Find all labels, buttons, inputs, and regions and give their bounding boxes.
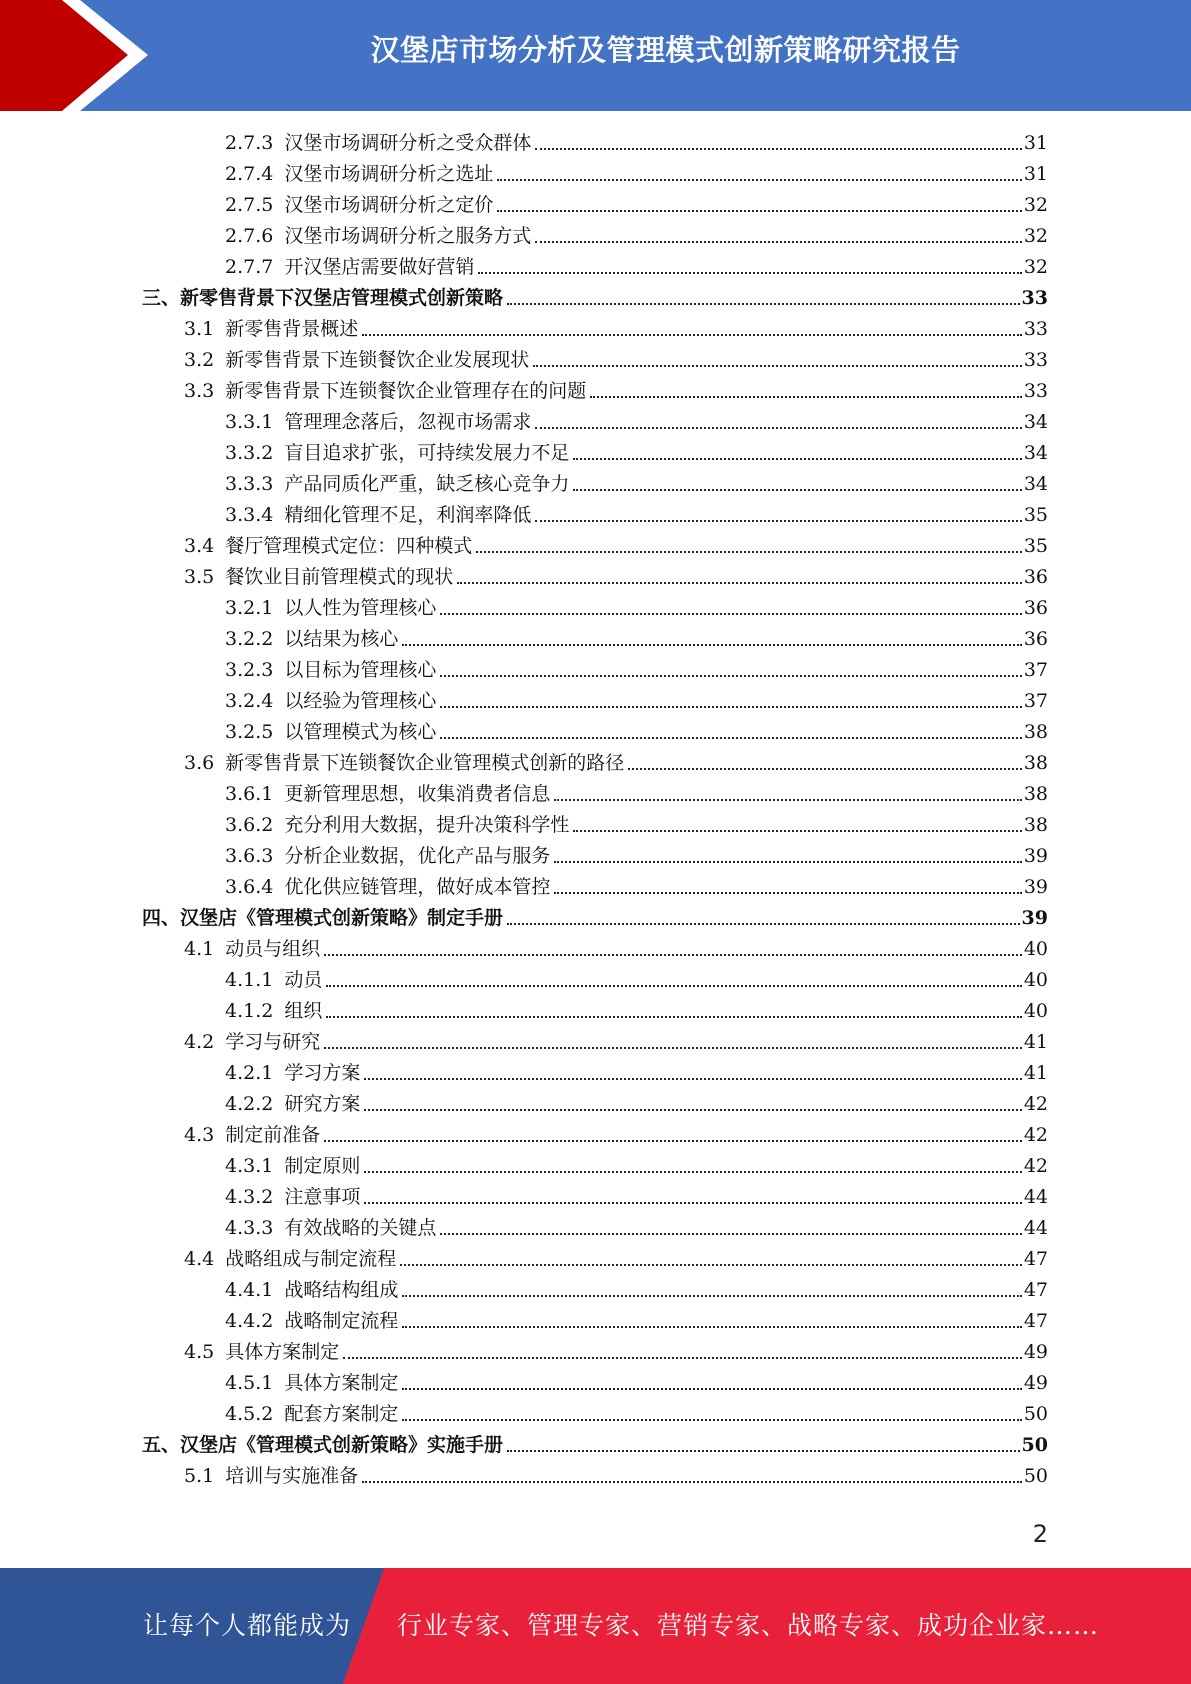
toc-entry-title: 产品同质化严重，缺乏核心竞争力 xyxy=(284,473,570,495)
toc-entry[interactable] xyxy=(225,1151,1048,1182)
toc-dot-leader xyxy=(535,148,1021,150)
toc-entry-number: 4.4 xyxy=(184,1248,215,1270)
toc-entry-title: 以管理模式为核心 xyxy=(284,721,437,743)
toc-entry-page: 36 xyxy=(1023,597,1048,619)
toc-entry-page: 39 xyxy=(1021,907,1048,929)
toc-entry[interactable] xyxy=(225,128,1048,159)
toc-entry-number: 4.5.1 xyxy=(225,1372,274,1394)
document-title: 汉堡店市场分析及管理模式创新策略研究报告 xyxy=(370,33,961,67)
toc-entry-number: 4.3.3 xyxy=(225,1217,274,1239)
toc-entry-title: 汉堡市场调研分析之服务方式 xyxy=(284,225,532,247)
toc-entry[interactable] xyxy=(225,500,1048,531)
toc-entry-title: 餐饮业目前管理模式的现状 xyxy=(225,566,454,588)
toc-entry[interactable] xyxy=(184,376,1048,407)
toc-entry-title: 具体方案制定 xyxy=(225,1341,340,1363)
toc-dot-leader xyxy=(400,1264,1022,1266)
toc-dot-leader xyxy=(326,985,1021,987)
toc-dot-leader xyxy=(535,241,1021,243)
toc-entry-page: 31 xyxy=(1023,163,1048,185)
toc-entry-page: 50 xyxy=(1021,1434,1048,1456)
toc-entry-page: 36 xyxy=(1023,566,1048,588)
toc-entry-title: 新零售背景下连锁餐饮企业管理模式创新的路径 xyxy=(225,752,625,774)
toc-entry-title: 汉堡市场调研分析之定价 xyxy=(284,194,494,216)
header-red-chevron xyxy=(0,0,128,111)
toc-entry-title: 新零售背景下连锁餐饮企业管理存在的问题 xyxy=(225,380,587,402)
toc-entry-page: 47 xyxy=(1023,1310,1048,1332)
toc-entry-page: 38 xyxy=(1023,814,1048,836)
toc-entry-number: 2.7.4 xyxy=(225,163,274,185)
toc-entry-title: 新零售背景下连锁餐饮企业发展现状 xyxy=(225,349,530,371)
toc-entry[interactable] xyxy=(184,314,1048,345)
toc-entry[interactable] xyxy=(225,872,1048,903)
toc-entry-page: 38 xyxy=(1023,752,1048,774)
toc-entry-number: 3.3.3 xyxy=(225,473,274,495)
toc-entry[interactable] xyxy=(184,1244,1048,1275)
toc-entry-number: 3.3.1 xyxy=(225,411,274,433)
toc-entry-page: 44 xyxy=(1023,1186,1048,1208)
toc-dot-leader xyxy=(497,210,1021,212)
toc-entry[interactable] xyxy=(225,221,1048,252)
page-header xyxy=(0,0,1191,111)
toc-entry[interactable] xyxy=(225,1368,1048,1399)
toc-entry-title: 动员 xyxy=(284,969,323,991)
toc-entry-title: 分析企业数据，优化产品与服务 xyxy=(284,845,551,867)
page-footer xyxy=(0,1568,1191,1684)
toc-entry-title: 充分利用大数据，提升决策科学性 xyxy=(284,814,570,836)
toc-entry-title: 学习与研究 xyxy=(225,1031,321,1053)
toc-dot-leader xyxy=(402,1419,1021,1421)
toc-entry-title: 以目标为管理核心 xyxy=(284,659,437,681)
toc-entry-page: 31 xyxy=(1023,132,1048,154)
toc-entry-page: 38 xyxy=(1023,721,1048,743)
toc-entry-page: 49 xyxy=(1023,1372,1048,1394)
toc-entry[interactable] xyxy=(225,1058,1048,1089)
toc-entry[interactable] xyxy=(225,1306,1048,1337)
toc-entry-number: 3.6.1 xyxy=(225,783,274,805)
toc-entry[interactable] xyxy=(225,686,1048,717)
toc-entry-number: 4.2.2 xyxy=(225,1093,274,1115)
toc-entry-page: 39 xyxy=(1023,876,1048,898)
toc-dot-leader xyxy=(324,954,1022,956)
toc-entry-page: 39 xyxy=(1023,845,1048,867)
toc-entry-number: 2.7.5 xyxy=(225,194,274,216)
toc-entry-number: 4.1.1 xyxy=(225,969,274,991)
toc-entry-number: 4.3.2 xyxy=(225,1186,274,1208)
toc-entry-page: 44 xyxy=(1023,1217,1048,1239)
footer-slogan-right: 行业专家、管理专家、营销专家、战略专家、成功企业家…… xyxy=(397,1611,1100,1640)
toc-dot-leader xyxy=(362,334,1022,336)
toc-entry-page: 33 xyxy=(1023,349,1048,371)
toc-entry[interactable] xyxy=(225,1182,1048,1213)
toc-dot-leader xyxy=(362,1481,1022,1483)
toc-entry-number: 4.3 xyxy=(184,1124,215,1146)
toc-entry-number: 三、 xyxy=(142,287,181,309)
toc-dot-leader xyxy=(440,706,1021,708)
toc-entry[interactable] xyxy=(184,1120,1048,1151)
toc-entry-title: 以结果为核心 xyxy=(284,628,399,650)
toc-entry-page: 38 xyxy=(1023,783,1048,805)
toc-entry-number: 3.3.4 xyxy=(225,504,274,526)
toc-entry-title: 新零售背景概述 xyxy=(225,318,359,340)
toc-entry-title: 餐厅管理模式定位：四种模式 xyxy=(225,535,473,557)
toc-entry-title: 配套方案制定 xyxy=(284,1403,399,1425)
toc-entry[interactable] xyxy=(225,593,1048,624)
toc-dot-leader xyxy=(324,1047,1022,1049)
toc-dot-leader xyxy=(440,737,1021,739)
toc-entry-page: 33 xyxy=(1023,318,1048,340)
toc-entry-title: 战略制定流程 xyxy=(284,1310,399,1332)
toc-entry-number: 3.6.2 xyxy=(225,814,274,836)
toc-entry-page: 50 xyxy=(1023,1403,1048,1425)
toc-entry-number: 4.1.2 xyxy=(225,1000,274,1022)
toc-dot-leader xyxy=(507,923,1020,925)
toc-entry[interactable] xyxy=(142,1430,1048,1461)
toc-dot-leader xyxy=(364,1202,1021,1204)
toc-entry-number: 2.7.3 xyxy=(225,132,274,154)
toc-entry[interactable] xyxy=(225,717,1048,748)
toc-entry-title: 开汉堡店需要做好营销 xyxy=(284,256,475,278)
toc-dot-leader xyxy=(440,675,1021,677)
toc-entry[interactable] xyxy=(225,469,1048,500)
toc-entry-page: 37 xyxy=(1023,659,1048,681)
toc-entry[interactable] xyxy=(225,252,1048,283)
toc-entry-number: 3.2.4 xyxy=(225,690,274,712)
toc-entry-page: 37 xyxy=(1023,690,1048,712)
toc-entry-title: 制定原则 xyxy=(284,1155,361,1177)
toc-entry[interactable] xyxy=(184,748,1048,779)
toc-entry[interactable] xyxy=(184,562,1048,593)
toc-entry-page: 49 xyxy=(1023,1341,1048,1363)
toc-dot-leader xyxy=(554,799,1021,801)
toc-dot-leader xyxy=(533,365,1022,367)
toc-entry[interactable] xyxy=(225,810,1048,841)
toc-entry-number: 4.2 xyxy=(184,1031,215,1053)
footer-slogan-left: 让每个人都能成为 xyxy=(143,1611,352,1640)
toc-entry[interactable] xyxy=(225,779,1048,810)
toc-dot-leader xyxy=(573,458,1021,460)
toc-entry-page: 47 xyxy=(1023,1248,1048,1270)
toc-entry-page: 41 xyxy=(1023,1031,1048,1053)
toc-entry-title: 学习方案 xyxy=(284,1062,361,1084)
toc-entry-page: 32 xyxy=(1023,256,1048,278)
toc-entry-page: 35 xyxy=(1023,504,1048,526)
toc-entry-number: 3.4 xyxy=(184,535,215,557)
toc-dot-leader xyxy=(573,489,1021,491)
toc-entry-number: 3.5 xyxy=(184,566,215,588)
toc-dot-leader xyxy=(440,613,1021,615)
toc-dot-leader xyxy=(507,303,1020,305)
toc-dot-leader xyxy=(497,179,1021,181)
toc-entry-title: 汉堡市场调研分析之受众群体 xyxy=(284,132,532,154)
toc-entry-number: 3.6.3 xyxy=(225,845,274,867)
toc-entry-title: 汉堡店《管理模式创新策略》实施手册 xyxy=(180,1434,504,1456)
toc-entry-page: 34 xyxy=(1023,442,1048,464)
toc-entry[interactable] xyxy=(225,655,1048,686)
toc-entry[interactable] xyxy=(225,1399,1048,1430)
toc-entry-number: 五、 xyxy=(142,1434,181,1456)
toc-entry-title: 优化供应链管理，做好成本管控 xyxy=(284,876,551,898)
toc-entry-title: 更新管理思想，收集消费者信息 xyxy=(284,783,551,805)
toc-dot-leader xyxy=(364,1171,1021,1173)
toc-entry-number: 3.2 xyxy=(184,349,215,371)
toc-entry-title: 汉堡市场调研分析之选址 xyxy=(284,163,494,185)
toc-dot-leader xyxy=(402,1326,1021,1328)
toc-entry-page: 34 xyxy=(1023,411,1048,433)
toc-entry-number: 3.6.4 xyxy=(225,876,274,898)
toc-dot-leader xyxy=(535,520,1021,522)
toc-entry-number: 3.6 xyxy=(184,752,215,774)
toc-entry-number: 2.7.6 xyxy=(225,225,274,247)
toc-entry-number: 3.3 xyxy=(184,380,215,402)
toc-entry-title: 有效战略的关键点 xyxy=(284,1217,437,1239)
toc-entry-title: 以人性为管理核心 xyxy=(284,597,437,619)
page-number: 2 xyxy=(1032,1520,1048,1548)
toc-entry-page: 32 xyxy=(1023,194,1048,216)
toc-entry-title: 动员与组织 xyxy=(225,938,321,960)
toc-entry-number: 3.3.2 xyxy=(225,442,274,464)
toc-entry-title: 战略组成与制定流程 xyxy=(225,1248,397,1270)
toc-dot-leader xyxy=(554,861,1021,863)
toc-dot-leader xyxy=(628,768,1022,770)
toc-dot-leader xyxy=(324,1140,1022,1142)
toc-entry-number: 4.4.1 xyxy=(225,1279,274,1301)
toc-entry-page: 34 xyxy=(1023,473,1048,495)
toc-entry-number: 3.2.1 xyxy=(225,597,274,619)
toc-entry-title: 战略结构组成 xyxy=(284,1279,399,1301)
toc-entry-number: 4.3.1 xyxy=(225,1155,274,1177)
toc-dot-leader xyxy=(402,1388,1021,1390)
toc-entry[interactable] xyxy=(184,1027,1048,1058)
toc-entry-number: 3.2.2 xyxy=(225,628,274,650)
toc-entry-title: 具体方案制定 xyxy=(284,1372,399,1394)
toc-entry-title: 新零售背景下汉堡店管理模式创新策略 xyxy=(180,287,504,309)
toc-entry-number: 4.4.2 xyxy=(225,1310,274,1332)
toc-entry[interactable] xyxy=(184,1461,1048,1492)
toc-entry[interactable] xyxy=(225,1275,1048,1306)
toc-entry[interactable] xyxy=(225,159,1048,190)
toc-entry-title: 汉堡店《管理模式创新策略》制定手册 xyxy=(180,907,504,929)
toc-dot-leader xyxy=(364,1078,1021,1080)
toc-entry-title: 管理理念落后，忽视市场需求 xyxy=(284,411,532,433)
toc-entry-title: 制定前准备 xyxy=(225,1124,321,1146)
toc-entry-title: 盲目追求扩张，可持续发展力不足 xyxy=(284,442,570,464)
toc-entry[interactable] xyxy=(225,438,1048,469)
toc-entry-page: 42 xyxy=(1023,1155,1048,1177)
toc-entry-number: 3.2.3 xyxy=(225,659,274,681)
toc-entry-page: 40 xyxy=(1023,1000,1048,1022)
toc-entry[interactable] xyxy=(142,283,1048,314)
toc-entry-page: 32 xyxy=(1023,225,1048,247)
toc-entry-number: 2.7.7 xyxy=(225,256,274,278)
toc-entry-title: 组织 xyxy=(284,1000,323,1022)
toc-entry-page: 41 xyxy=(1023,1062,1048,1084)
toc-dot-leader xyxy=(590,396,1022,398)
toc-entry-page: 40 xyxy=(1023,938,1048,960)
toc-entry-title: 研究方案 xyxy=(284,1093,361,1115)
toc-dot-leader xyxy=(476,551,1022,553)
toc-entry[interactable] xyxy=(225,996,1048,1027)
toc-dot-leader xyxy=(343,1357,1022,1359)
toc-entry[interactable] xyxy=(184,531,1048,562)
toc-entry[interactable] xyxy=(184,345,1048,376)
toc-entry[interactable] xyxy=(225,190,1048,221)
toc-dot-leader xyxy=(507,1450,1020,1452)
toc-entry-page: 33 xyxy=(1023,380,1048,402)
toc-entry-page: 47 xyxy=(1023,1279,1048,1301)
toc-entry[interactable] xyxy=(225,624,1048,655)
toc-entry[interactable] xyxy=(225,841,1048,872)
toc-dot-leader xyxy=(364,1109,1021,1111)
toc-dot-leader xyxy=(326,1016,1021,1018)
toc-dot-leader xyxy=(440,1233,1021,1235)
toc-entry-page: 42 xyxy=(1023,1124,1048,1146)
toc-entry-number: 4.5.2 xyxy=(225,1403,274,1425)
toc-dot-leader xyxy=(554,892,1021,894)
toc-entry-number: 3.2.5 xyxy=(225,721,274,743)
toc-entry-page: 36 xyxy=(1023,628,1048,650)
toc-entry[interactable] xyxy=(142,903,1048,934)
toc-entry-number: 4.2.1 xyxy=(225,1062,274,1084)
toc-dot-leader xyxy=(573,830,1021,832)
toc-dot-leader xyxy=(402,644,1021,646)
toc-entry-title: 精细化管理不足，利润率降低 xyxy=(284,504,532,526)
toc-entry-number: 5.1 xyxy=(184,1465,215,1487)
toc-entry-number: 3.1 xyxy=(184,318,215,340)
toc-entry-page: 42 xyxy=(1023,1093,1048,1115)
toc-entry-number: 四、 xyxy=(142,907,181,929)
toc-dot-leader xyxy=(478,272,1021,274)
toc-entry[interactable] xyxy=(225,1213,1048,1244)
toc-entry[interactable] xyxy=(225,407,1048,438)
toc-dot-leader xyxy=(402,1295,1021,1297)
toc-entry-number: 4.1 xyxy=(184,938,215,960)
toc-dot-leader xyxy=(535,427,1021,429)
toc-entry[interactable] xyxy=(184,934,1048,965)
toc-entry-page: 33 xyxy=(1021,287,1048,309)
toc-dot-leader xyxy=(457,582,1022,584)
toc-entry[interactable] xyxy=(225,1089,1048,1120)
toc-entry-page: 35 xyxy=(1023,535,1048,557)
toc-entry-title: 注意事项 xyxy=(284,1186,361,1208)
toc-entry-title: 培训与实施准备 xyxy=(225,1465,359,1487)
toc-entry-title: 以经验为管理核心 xyxy=(284,690,437,712)
toc-entry-number: 4.5 xyxy=(184,1341,215,1363)
toc-entry[interactable] xyxy=(225,965,1048,996)
toc-entry[interactable] xyxy=(184,1337,1048,1368)
toc-entry-page: 40 xyxy=(1023,969,1048,991)
toc-entry-page: 50 xyxy=(1023,1465,1048,1487)
